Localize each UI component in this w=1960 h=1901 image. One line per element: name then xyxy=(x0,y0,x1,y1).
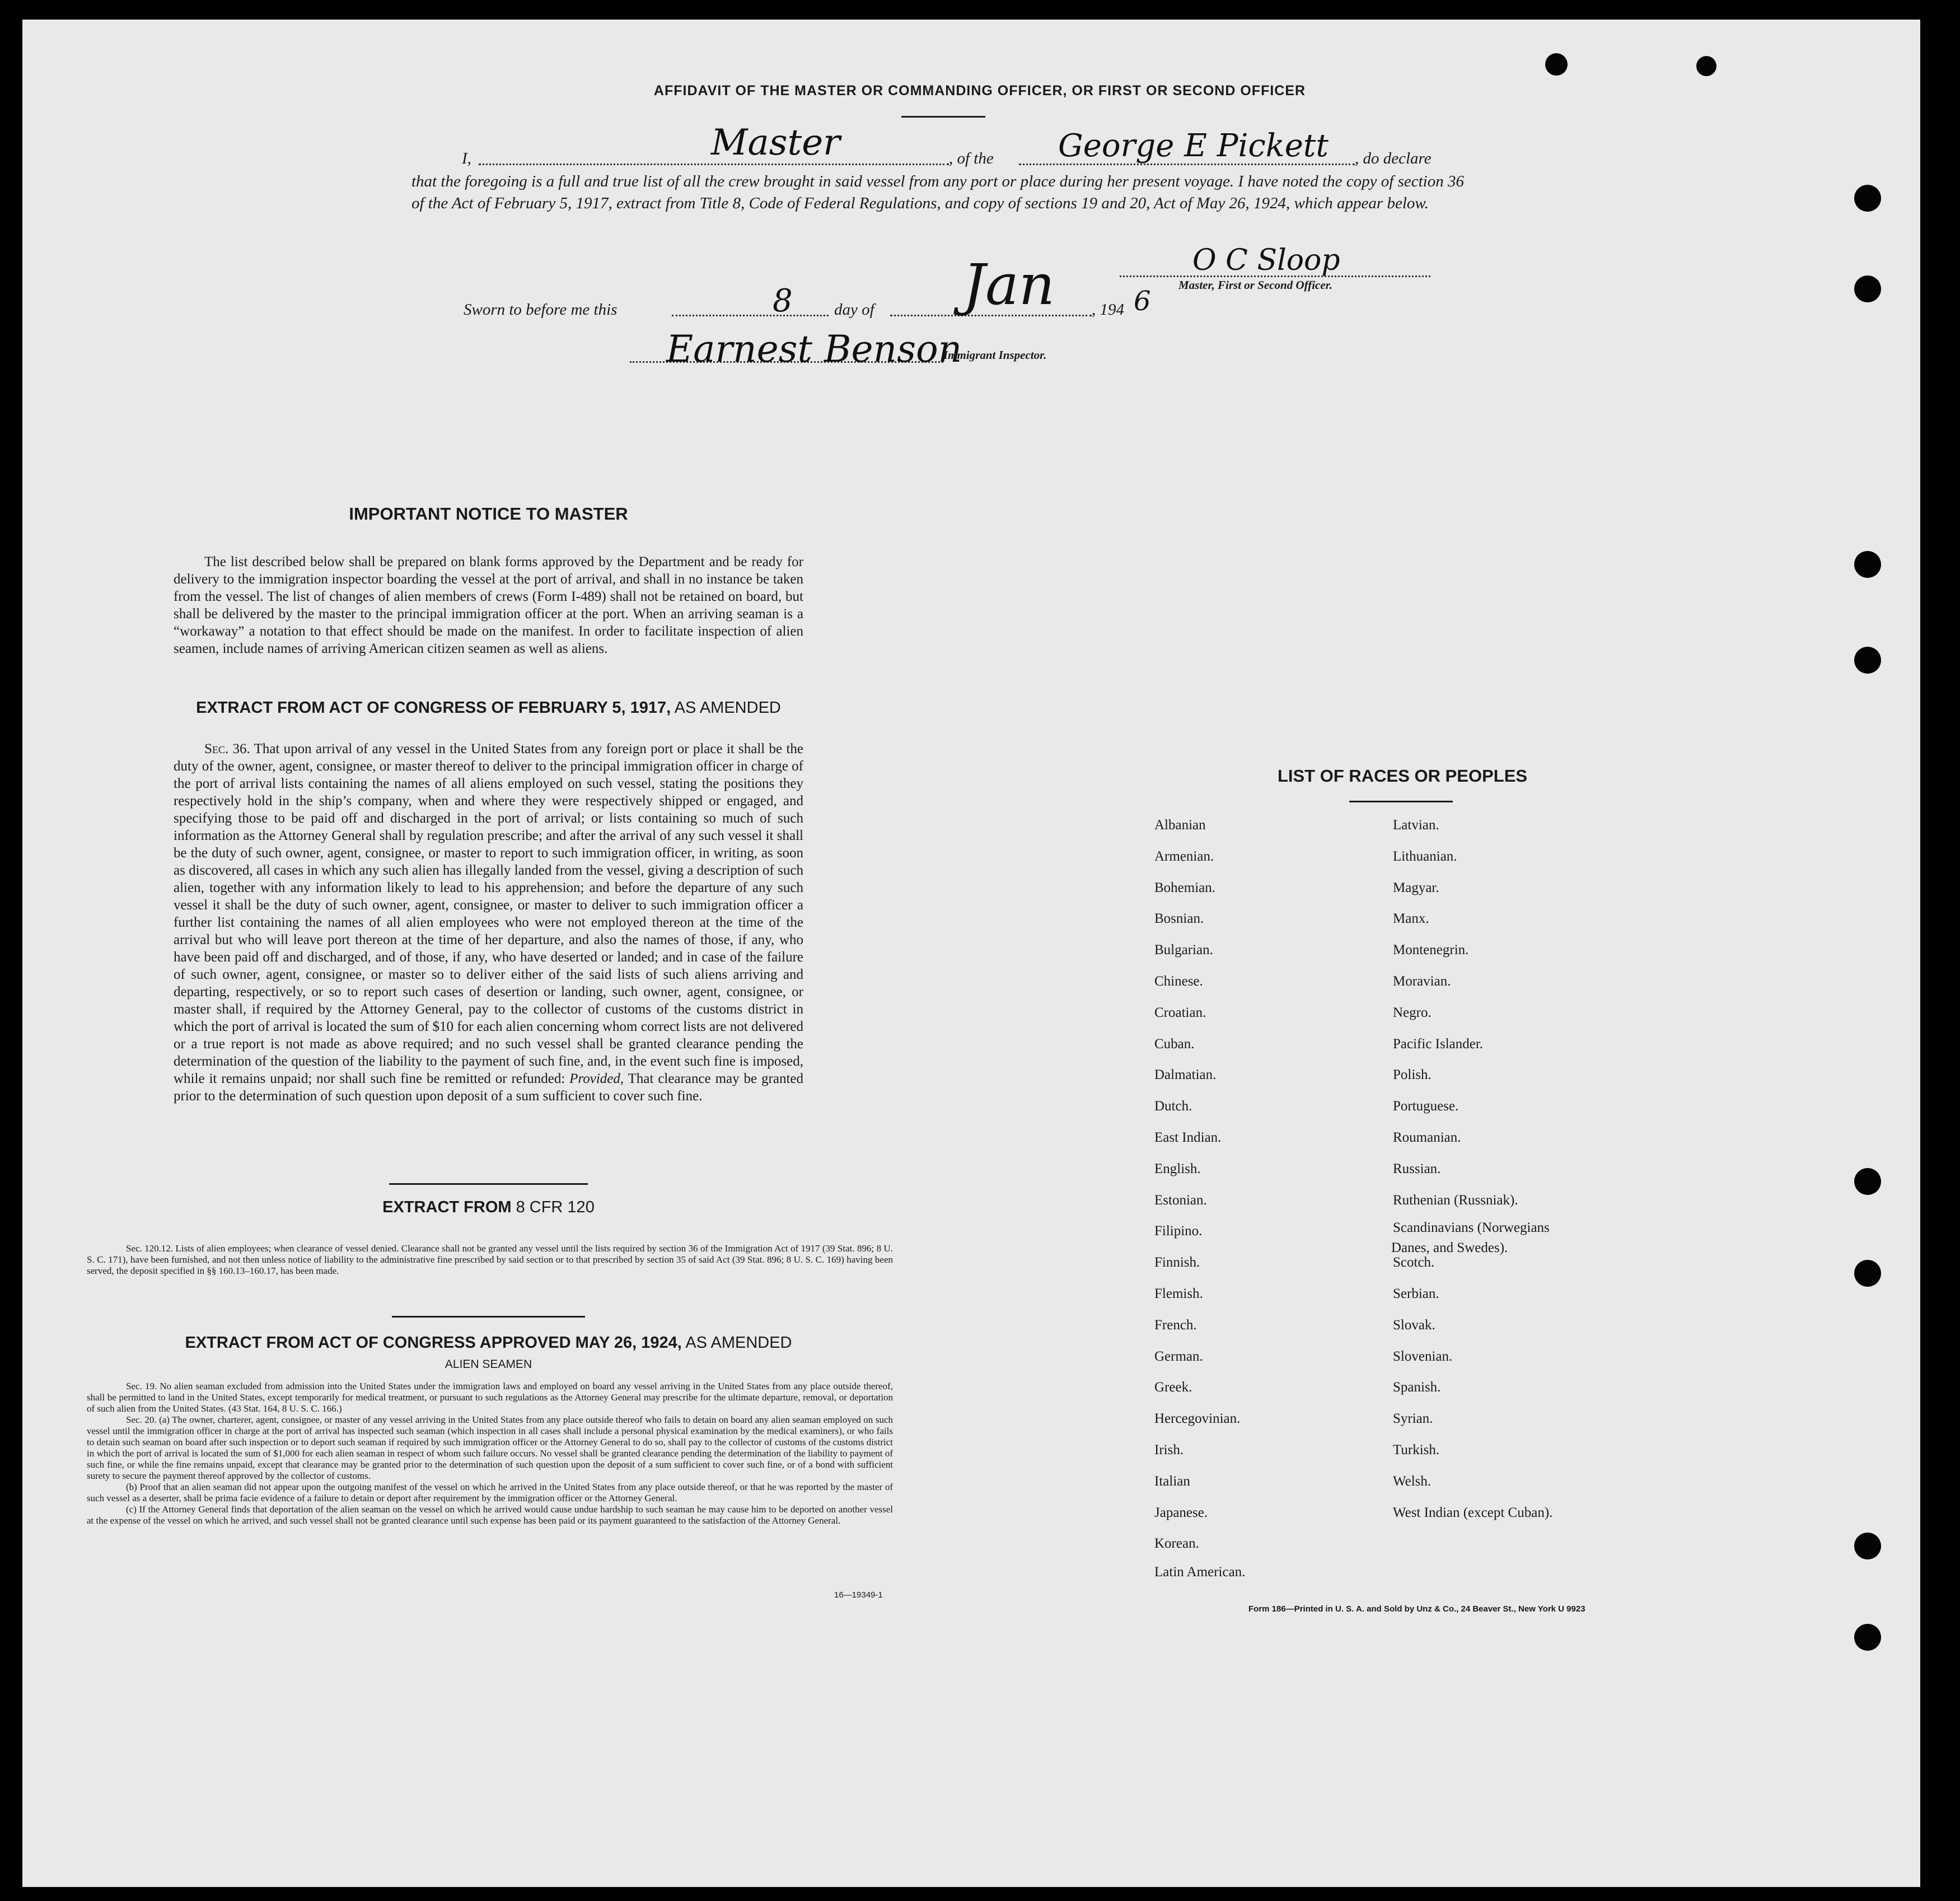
race-item: East Indian. xyxy=(1154,1130,1222,1145)
divider xyxy=(901,116,985,118)
signature-caption: Master, First or Second Officer. xyxy=(1178,278,1332,292)
punch-hole xyxy=(1696,56,1716,76)
race-item: Flemish. xyxy=(1154,1286,1203,1301)
race-item: German. xyxy=(1154,1348,1203,1364)
race-item: Spanish. xyxy=(1393,1380,1441,1395)
race-item: English. xyxy=(1154,1161,1201,1176)
race-item: Latin American. xyxy=(1154,1564,1246,1580)
handwritten-vessel: George E Pickett xyxy=(1058,128,1329,164)
sec-20a: Sec. 20. (a) The owner, charterer, agent, consignee, or master of any vessel arriving in the United States from any place outside thereof who fails to detain on board any alien seaman employed on such vessel until the immigration officer in charge at the port of arrival has inspected such seaman (which inspection in all cases shall include a personal physical examination by the medical examiners), or who fails to detain such seaman on board after such inspection or to deport such seaman if required by such immigration officer or the Attorney General to do so, shall pay to the collector of customs of the customs district in which the port of arrival is located the sum of $1,000 for each alien seaman in respect of whom such failure occurs. No vessel shall be granted clearance pending the determination of the liability to payment of such fine, or while the fine remains unpaid, except that clearance may be granted prior to the determination of such question upon the deposit of a sum sufficient to cover such fine, or of a bond with sufficient surety to secure the payment thereof approved by the collector of customs. xyxy=(87,1414,893,1481)
handwritten-month: Jan xyxy=(963,252,1055,317)
affidavit-line-prefix: I, xyxy=(462,150,471,167)
extract-cfr-body: Sec. 120.12. Lists of alien employees; when clearance of vessel denied. Clearance shall not be granted any vessel until the lists required by section 36 of the Immigration Act of 1917 (39 Stat. 896; 8 U. S. C. 171), have been furnished, and not then unless notice of liability to the administrative fine prescribed by said section or to that prescribed by section 35 of said Act (39 Stat. 896; 8 U. S. C. 169) having been served, the deposit specified in §§ 160.13–160.17, has been made. xyxy=(87,1243,893,1276)
punch-hole xyxy=(1854,275,1881,302)
race-item: Welsh. xyxy=(1393,1473,1432,1489)
race-item: Croatian. xyxy=(1154,1005,1206,1020)
race-item: Manx. xyxy=(1393,911,1429,927)
affidavit-line-post: , do declare xyxy=(1355,150,1432,167)
race-item: Scotch. xyxy=(1393,1255,1435,1271)
notice-body: The list described below shall be prepared on blank forms approved by the Department and be ready for delivery to the immigration inspector boarding the vessel at the port of arrival, and shall in no instance be taken from the vessel. The list of changes of alien members of crews (Form I-489) shall not be retained on board, but shall be delivered by the master to the principal immigration officer at the port. When an arriving seaman is a “workaway” a notation to that effect should be made on the manifest. In order to facilitate inspection of alien seamen, include names of arriving American citizen seamen as well as aliens. xyxy=(174,554,803,656)
race-item: Bosnian. xyxy=(1154,911,1204,927)
divider xyxy=(392,1316,585,1318)
race-item: Portuguese. xyxy=(1393,1099,1459,1114)
race-item: Latvian. xyxy=(1393,818,1439,833)
punch-hole xyxy=(1854,185,1881,212)
year-prefix: , 194 xyxy=(1092,301,1124,319)
extract-1924-title: EXTRACT FROM ACT OF CONGRESS APPROVED MAY 26, 1924, AS AMENDED xyxy=(185,1334,792,1352)
race-item: Roumanian. xyxy=(1393,1130,1461,1145)
handwritten-inspector: Earnest Benson xyxy=(666,328,962,371)
extract-cfr-title: EXTRACT FROM 8 CFR 120 xyxy=(382,1198,595,1216)
race-item: Japanese. xyxy=(1154,1505,1208,1520)
extract-1917-title: EXTRACT FROM ACT OF CONGRESS OF FEBRUARY 5, 1917, AS AMENDED xyxy=(196,699,781,717)
race-item: Cuban. xyxy=(1154,1036,1195,1052)
form-code: 16—19349-1 xyxy=(834,1590,883,1600)
race-item: Magyar. xyxy=(1393,880,1439,895)
sec-20b: (b) Proof that an alien seaman did not appear upon the outgoing manifest of the vessel on which he arrived in the United States from any place outside thereof, or that he was reported by the master of such vessel as a deserter, shall be prima facie evidence of a failure to detain or deport after requirement by the immigration officer or the Attorney General. xyxy=(87,1482,893,1503)
sec-19: Sec. 19. No alien seaman excluded from admission into the United States under the immigration laws and employed on board any vessel arriving in the United States from any place outside thereof, shall be permitted to land in the United States, except temporarily for medical treatment, or pursuant to such regulations as the Attorney General may prescribe for the ultimate departure, removal, or deportation of such alien from the United States. (43 Stat. 164, 8 U. S. C. 166.) xyxy=(87,1381,893,1414)
affidavit-body: that the foregoing is a full and true list of all the crew brought in said vessel from any port or place during her present voyage. I have noted the copy of section 36 of the Act of February 5, 1917, extract from Title 8, Code of Federal Regulations, and copy of sections 19 and 20, Act of May 26, 1924, which appear below. xyxy=(411,172,1464,212)
race-item: Lithuanian. xyxy=(1393,848,1457,864)
race-item: Greek. xyxy=(1154,1380,1192,1395)
punch-hole xyxy=(1854,647,1881,674)
race-item: Serbian. xyxy=(1393,1286,1439,1301)
punch-hole xyxy=(1854,1168,1881,1195)
race-item: Slovak. xyxy=(1393,1317,1435,1333)
race-item: Finnish. xyxy=(1154,1255,1200,1271)
sworn-label: Sworn to before me this xyxy=(464,301,618,319)
race-item: Moravian. xyxy=(1393,974,1451,989)
handwritten-rank: Master xyxy=(711,122,840,164)
punch-hole xyxy=(1854,1624,1881,1651)
race-item: Hercegovinian. xyxy=(1154,1411,1241,1427)
race-item: French. xyxy=(1154,1317,1197,1333)
race-item: Danes, and Swedes). xyxy=(1391,1240,1508,1256)
extract-1917-body: Sec. 36. That upon arrival of any vessel in the United States from any foreign port or place it shall be the duty of the owner, agent, consignee, or master thereof to deliver to the principal immigration officer in charge of the port of arrival lists containing the names of all aliens employed on such vessel, stating the positions they respectively hold in the ship’s company, when and where they were respectively shipped or engaged, and specifying those to be paid off and discharged in the port of arrival; or lists containing so much of such information as the Attorney General shall by regulation prescribe; and after the arrival of any such vessel it shall be the duty of such owner, agent, consignee, or master to report to such immigration officer, in writing, as soon as discovered, all cases in which any such alien has illegally landed from the vessel, giving a description of such alien, together with any information likely to lead to his apprehension; and before the departure of any such vessel it shall be the duty of such owner, agent, consignee, or master to deliver to such immigration officer a further list containing the names of all alien employees who were not employed thereon at the time of the arrival but who will leave port thereon at the time of her departure, and also the names of those, if any, who have been paid off and discharged, and of those, if any, who have deserted or landed; and in case of the failure of such owner, agent, consignee, or master so to deliver either of the said lists of such aliens arriving and departing, respectively, or so to report such cases of desertion or landing, such owner, agent, consignee, or master shall, if required by the Attorney General, pay to the collector of customs of the customs district in which the port of arrival is located the sum of $10 for each alien concerning whom correct lists are not delivered or a true report is not made as above required; and no such vessel shall be granted clearance pending the determination of the question of the liability to the payment of such fine, and, in the event such fine is imposed, while it remains unpaid; nor shall such fine be remitted or refunded: Provided, That clearance may be granted prior to the determination of such question upon deposit of a sum sufficient to cover such fine. xyxy=(174,741,803,1104)
race-item: Albanian xyxy=(1154,818,1206,833)
race-item: Ruthenian (Russniak). xyxy=(1393,1192,1518,1208)
handwritten-day: 8 xyxy=(773,283,793,319)
race-item: Dalmatian. xyxy=(1154,1067,1217,1083)
punch-hole xyxy=(1854,1260,1881,1287)
punch-hole xyxy=(1854,551,1881,578)
race-item: Russian. xyxy=(1393,1161,1441,1176)
notice-title: IMPORTANT NOTICE TO MASTER xyxy=(349,504,628,524)
sec-20c: (c) If the Attorney General finds that deportation of the alien seaman on the vessel on which he arrived would cause undue hardship to such seaman he may cause him to be deported on another vessel at the expense of the vessel on which he arrived, and such vessel shall not be granted clearance until such expense has been paid or its payment guaranteed to the satisfaction of the Attorney General. xyxy=(87,1504,893,1526)
race-item: Bohemian. xyxy=(1154,880,1216,895)
race-item: Italian xyxy=(1154,1473,1190,1489)
day-blank xyxy=(672,315,829,316)
punch-hole xyxy=(1545,53,1568,76)
divider xyxy=(1349,801,1453,802)
race-item: Armenian. xyxy=(1154,848,1214,864)
race-item: Scandinavians (Norwegians xyxy=(1393,1220,1550,1236)
race-item: Syrian. xyxy=(1393,1411,1433,1427)
handwritten-signature: O C Sloop xyxy=(1192,244,1340,277)
race-item: Irish. xyxy=(1154,1442,1184,1458)
races-title: LIST OF RACES OR PEOPLES xyxy=(1277,766,1528,786)
race-item: Bulgarian. xyxy=(1154,942,1213,958)
race-item: Negro. xyxy=(1393,1005,1432,1020)
race-item: Turkish. xyxy=(1393,1442,1440,1458)
rank-blank xyxy=(479,164,949,165)
race-item: Pacific Islander. xyxy=(1393,1036,1484,1052)
race-item: Slovenian. xyxy=(1393,1348,1453,1364)
race-item: Polish. xyxy=(1393,1067,1432,1083)
printer-footer: Form 186—Printed in U. S. A. and Sold by Unz & Co., 24 Beaver St., New York U 9923 xyxy=(1248,1604,1585,1614)
race-item: Korean. xyxy=(1154,1536,1199,1552)
day-of-label: day of xyxy=(834,301,874,319)
handwritten-year-digit: 6 xyxy=(1134,286,1151,317)
inspector-caption: Immigrant Inspector. xyxy=(943,348,1047,362)
divider xyxy=(389,1183,588,1185)
race-item: Estonian. xyxy=(1154,1192,1207,1208)
race-item: Dutch. xyxy=(1154,1099,1192,1114)
punch-hole xyxy=(1854,1533,1881,1559)
extract-1924-subtitle: ALIEN SEAMEN xyxy=(445,1358,532,1371)
affidavit-line-mid: , of the xyxy=(949,150,994,167)
race-item: Montenegrin. xyxy=(1393,942,1469,958)
race-item: Filipino. xyxy=(1154,1223,1203,1239)
race-item: West Indian (except Cuban). xyxy=(1393,1505,1553,1520)
race-item: Chinese. xyxy=(1154,974,1203,989)
extract-1924-body xyxy=(87,1381,893,1526)
affidavit-title: AFFIDAVIT OF THE MASTER OR COMMANDING OFFICER, OR FIRST OR SECOND OFFICER xyxy=(653,83,1306,99)
